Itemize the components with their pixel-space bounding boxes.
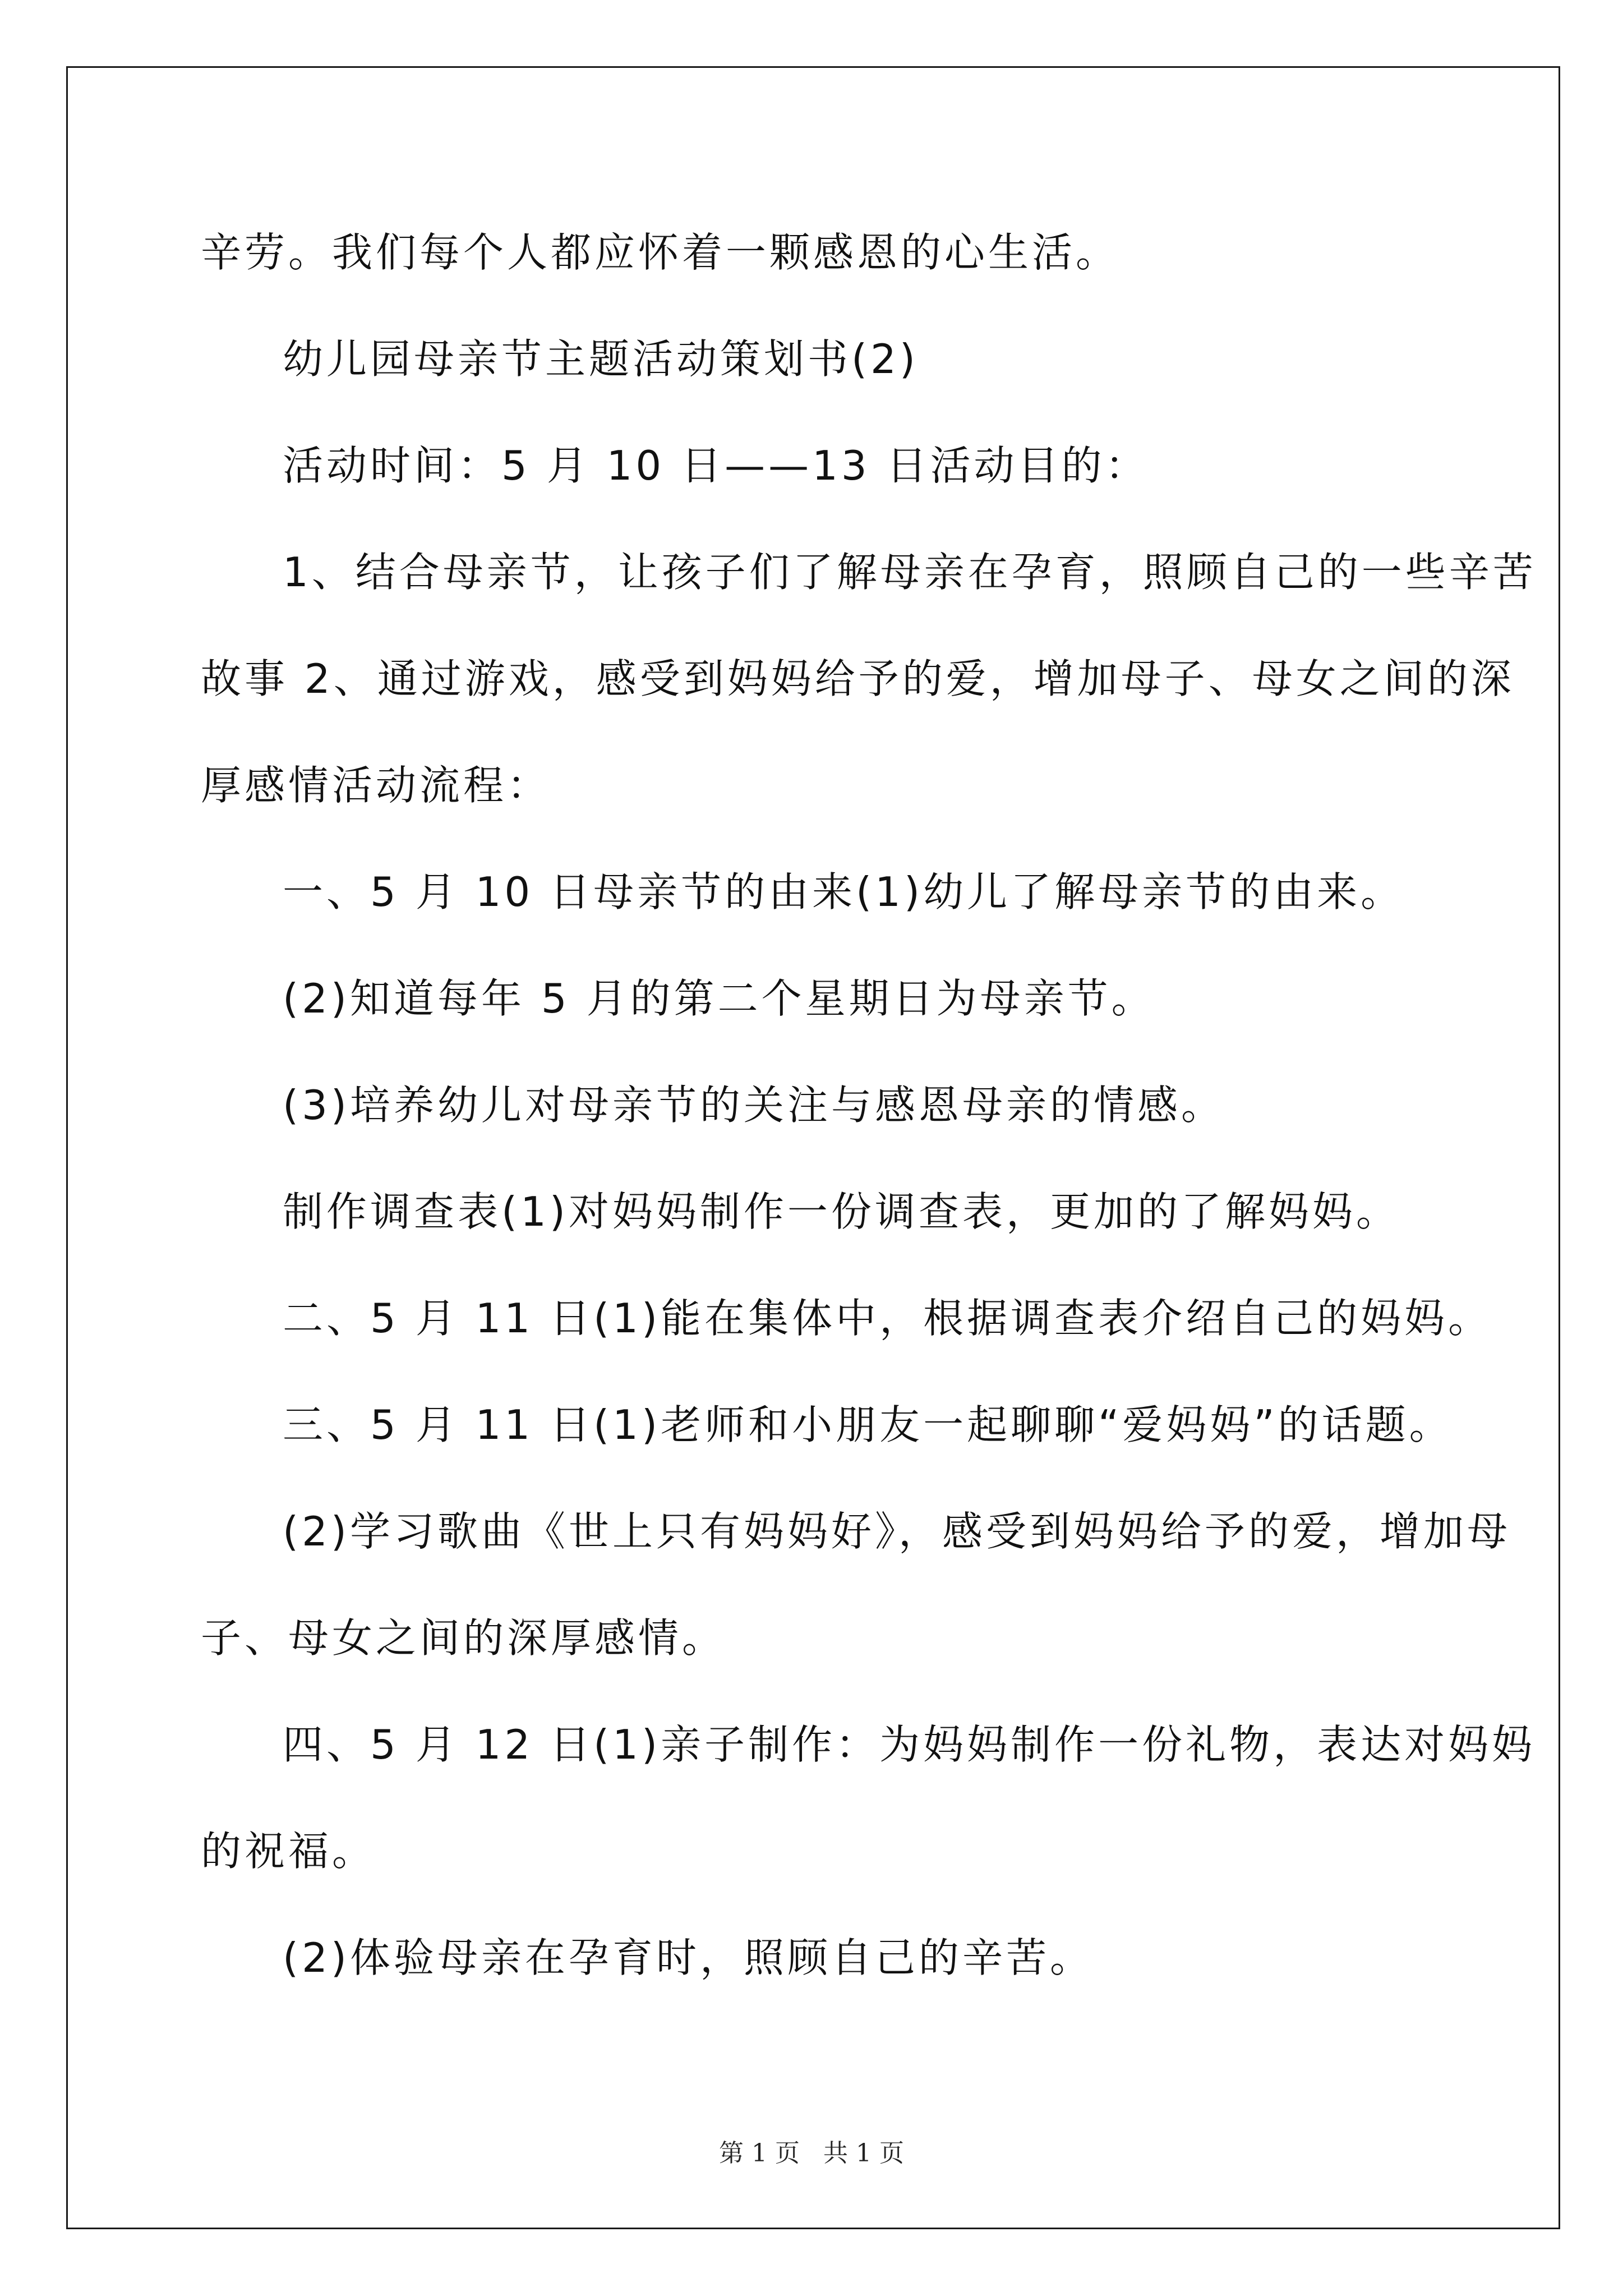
text-line: 1、结合母亲节，让孩子们了解母亲在孕育，照顾自己的一些辛苦 bbox=[283, 549, 1537, 596]
text-line: (2)体验母亲在孕育时，照顾自己的辛苦。 bbox=[283, 1934, 1094, 1981]
text-line: 四、5 月 12 日(1)亲子制作：为妈妈制作一份礼物，表达对妈妈 bbox=[283, 1721, 1536, 1768]
text-line: (3)培养幼儿对母亲节的关注与感恩母亲的情感。 bbox=[283, 1082, 1225, 1129]
text-line: 二、5 月 11 日(1)能在集体中，根据调查表介绍自己的妈妈。 bbox=[283, 1295, 1492, 1342]
text-line: 的祝福。 bbox=[201, 1828, 376, 1875]
text-line: 厚感情活动流程： bbox=[201, 762, 551, 809]
text-line: 制作调查表(1)对妈妈制作一份调查表，更加的了解妈妈。 bbox=[283, 1188, 1400, 1235]
text-line: (2)学习歌曲《世上只有妈妈好》，感受到妈妈给予的爱，增加母 bbox=[283, 1508, 1511, 1555]
section-title: 幼儿园母亲节主题活动策划书(2) bbox=[283, 335, 919, 383]
text-line: 子、母女之间的深厚感情。 bbox=[201, 1614, 726, 1662]
text-line: 辛劳。我们每个人都应怀着一颗感恩的心生活。 bbox=[201, 229, 1120, 276]
text-line: 活动时间：5 月 10 日——13 日活动目的： bbox=[283, 442, 1149, 489]
text-line: 故事 2、通过游戏，感受到妈妈给予的爱，增加母子、母女之间的深 bbox=[201, 655, 1515, 702]
text-line: (2)知道每年 5 月的第二个星期日为母亲节。 bbox=[283, 975, 1155, 1022]
page-border bbox=[66, 66, 1560, 2229]
text-line: 三、5 月 11 日(1)老师和小朋友一起聊聊“爱妈妈”的话题。 bbox=[283, 1401, 1453, 1448]
page-number-footer: 第 1 页 共 1 页 bbox=[719, 2139, 904, 2168]
text-line: 一、5 月 10 日母亲节的由来(1)幼儿了解母亲节的由来。 bbox=[283, 868, 1405, 915]
